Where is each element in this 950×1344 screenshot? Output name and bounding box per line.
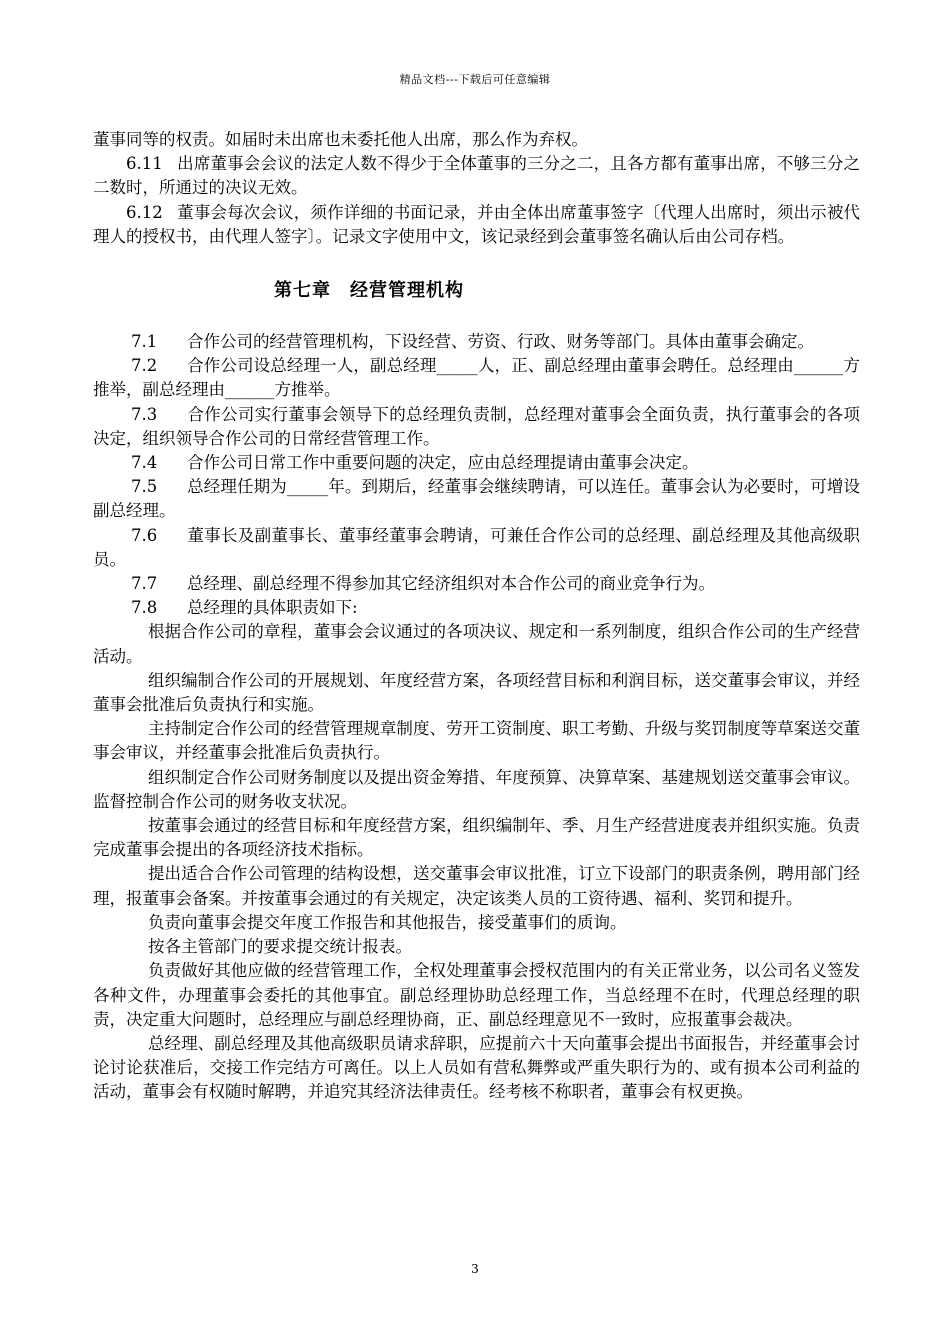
- clause-number: 7.6: [131, 525, 158, 545]
- duty-item: 负责向董事会提交年度工作报告和其他报告，接受董事们的质询。: [148, 912, 627, 932]
- clause-number: 7.4: [131, 453, 158, 473]
- clause-text: 合作公司的经营管理机构，下设经营、劳资、行政、财务等部门。具体由董事会确定。: [187, 332, 814, 352]
- clause-text: 总经理的具体职责如下:: [187, 598, 358, 618]
- clause-6-12: [93, 201, 860, 249]
- clause-text: 董事长及副董事长、董事经董事会聘请，可兼任合作公司的总经理、副总经理及其他高级职员。: [93, 525, 860, 569]
- clause-number: 7.1: [131, 332, 158, 352]
- clause-item: [93, 451, 860, 475]
- clause-text: 董事会每次会议，须作详细的书面记录，并由全体出席董事签字〔代理人出席时，须出示被代理人的授权书，由代理人签字〕。记录文字使用中文，该记录经到会董事签名确认后由公司存档。: [93, 202, 860, 246]
- clause-text: 总经理任期为_____年。到期后，经董事会继续聘请，可以连任。董事会认为必要时，可增设副总经理。: [93, 477, 860, 521]
- clause-text: 出席董事会会议的法定人数不得少于全体董事的三分之二，且各方都有董事出席，不够三分之二数时，所通过的决议无效。: [93, 154, 860, 198]
- clause-text: 合作公司日常工作中重要问题的决定，应由总经理提请由董事会决定。: [187, 453, 699, 473]
- duty-item: 组织制定合作公司财务制度以及提出资金筹措、年度预算、决算草案、基建规划送交董事会审议。监督控制合作公司的财务收支状况。: [93, 767, 860, 811]
- clause-number: 6.11: [126, 154, 163, 174]
- duty-item: 负责做好其他应做的经营管理工作，全权处理董事会授权范围内的有关正常业务，以公司名义签发各种文件，办理董事会委托的其他事宜。副总经理协助总经理工作，当总经理不在时，代理总经理的职责，决定重大问题时，总经理应与副总经理协商，正、副总经理意见不一致时，应报董事会裁决。: [93, 961, 860, 1029]
- chapter-title: 第七章 经营管理机构: [274, 280, 464, 302]
- clause-number: 7.8: [131, 598, 158, 618]
- clause-text: 合作公司实行董事会领导下的总经理负责制，总经理对董事会全面负责，执行董事会的各项决定，组织领导合作公司的日常经营管理工作。: [93, 404, 860, 448]
- clause-number: 7.2: [131, 356, 158, 376]
- duty-item: 按董事会通过的经营目标和年度经营方案，组织编制年、季、月生产经营进度表并组织实施。负责完成董事会提出的各项经济技术指标。: [93, 816, 860, 860]
- clause-item: [93, 596, 860, 620]
- clause-number: 7.3: [131, 404, 158, 424]
- paragraph-continuation: 董事同等的权责。如届时未出席也未委托他人出席，那么作为弃权。: [93, 130, 588, 149]
- clause-text: 合作公司设总经理一人，副总经理_____人，正、副总经理由董事会聘任。总经理由______方推举，副总经理由______方推举。: [93, 356, 860, 400]
- duty-item: 提出适合合作公司管理的结构设想，送交董事会审议批准，订立下设部门的职责条例，聘用部门经理，报董事会备案。并按董事会通过的有关规定，决定该类人员的工资待遇、福利、奖罚和提升。: [93, 864, 860, 908]
- clause-number: 7.5: [131, 477, 158, 497]
- duty-item: 总经理、副总经理及其他高级职员请求辞职，应提前六十天向董事会提出书面报告，并经董事会讨论讨论获准后，交接工作完结方可离任。以上人员如有营私舞弊或严重失职行为的、或有损本公司利益的活动，董事会有权随时解聘，并追究其经济法律责任。经考核不称职者，董事会有权更换。: [93, 1033, 860, 1102]
- clause-text: 总经理、副总经理不得参加其它经济组织对本合作公司的商业竞争行为。: [187, 574, 715, 594]
- document-body: [93, 128, 860, 1105]
- duty-item: 按各主管部门的要求提交统计报表。: [148, 937, 412, 957]
- duty-item: 根据合作公司的章程，董事会会议通过的各项决议、规定和一系列制度，组织合作公司的生产经营活动。: [93, 622, 860, 666]
- clause-list: [93, 330, 860, 620]
- duty-list: [93, 620, 860, 1104]
- clause-number: 7.7: [131, 574, 158, 594]
- clause-item: [93, 354, 860, 402]
- clause-item: [93, 572, 860, 596]
- duty-item: 组织编制合作公司的开展规划、年度经营方案，各项经营目标和利润目标，送交董事会审议，并经董事会批准后负责执行和实施。: [93, 670, 860, 715]
- clause-item: [93, 524, 860, 572]
- page-number: 3: [471, 1262, 479, 1276]
- clause-number: 6.12: [126, 202, 163, 222]
- duty-item: 主持制定合作公司的经营管理规章制度、劳开工资制度、职工考勤、升级与奖罚制度等草案送交董事会审议，并经董事会批准后负责执行。: [93, 719, 860, 763]
- clause-item: [93, 403, 860, 451]
- clause-item: [93, 475, 860, 523]
- clause-item: [93, 330, 860, 354]
- clause-6-11: [93, 152, 860, 200]
- page-header: 精品文档---下载后可任意编辑: [399, 73, 551, 86]
